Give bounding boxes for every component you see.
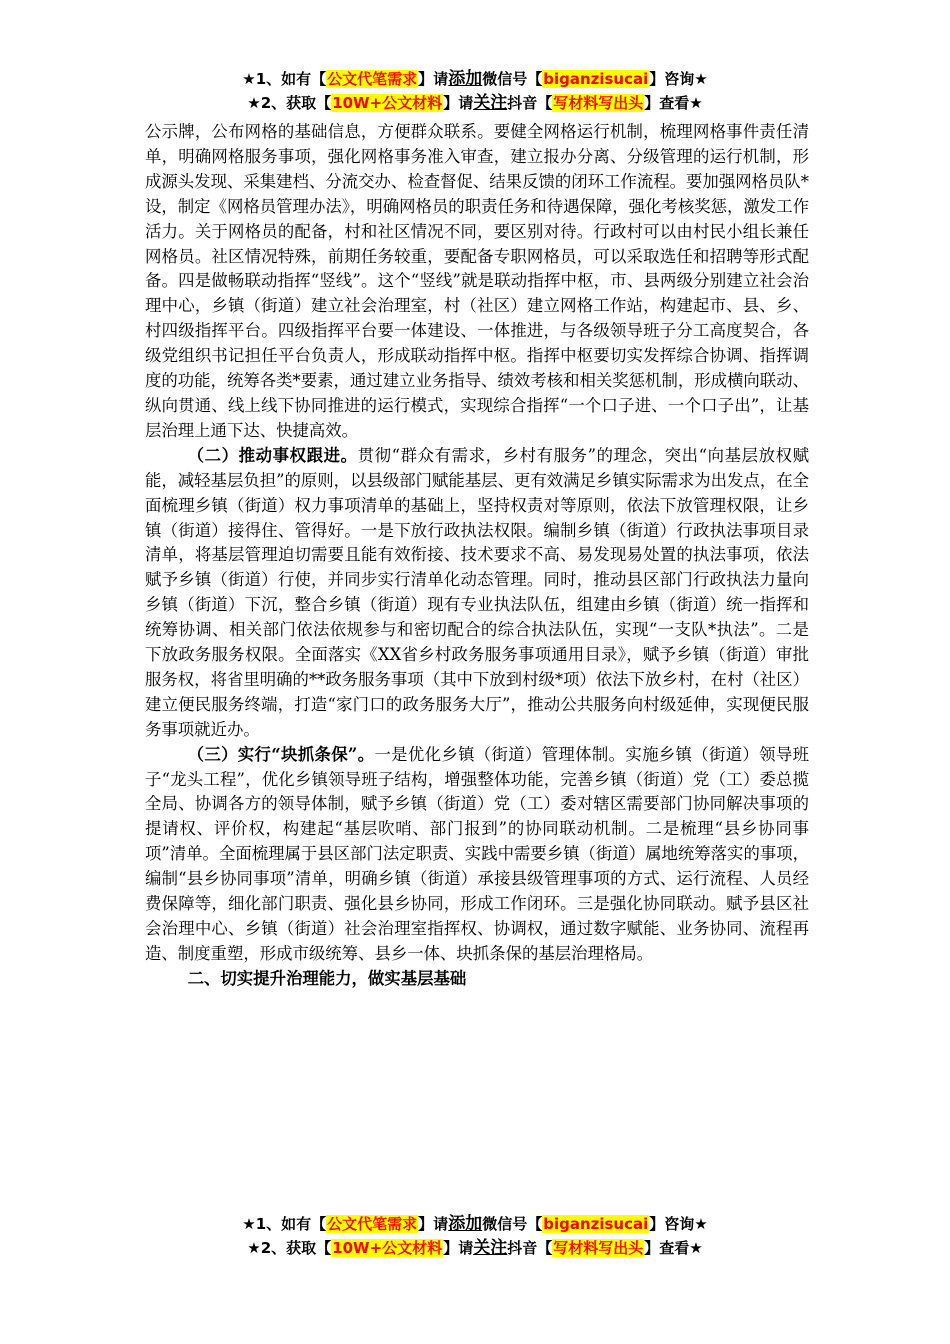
- promo-line-1: [0, 1212, 950, 1236]
- promo-text: 】咨询★: [649, 70, 708, 88]
- promo-highlight: biganzisucai: [543, 70, 649, 88]
- promo-highlight: 写材料写出头: [553, 94, 644, 112]
- promo-text: 】请: [443, 94, 474, 112]
- promo-text: 】请: [418, 70, 449, 88]
- promo-highlight: 10W+公文材料: [332, 94, 443, 112]
- promo-highlight: 公文代笔需求: [327, 70, 418, 88]
- promo-text: ★1、如有【: [242, 70, 327, 88]
- promo-highlight: 10W+公文材料: [332, 1239, 443, 1257]
- promo-text: 微信号【: [482, 1215, 543, 1233]
- promo-text: 】查看★: [644, 94, 703, 112]
- section-heading: （三）实行“块抓条保”。: [187, 744, 375, 764]
- paragraph-body: 一是优化乡镇（街道）管理体制。实施乡镇（街道）领导班子“龙头工程”，优化乡镇领导班子结构，增强整体功能，完善乡镇（街道）党（工）委总揽全局、协调各方的领导体制，赋予乡镇（街道）党（工）委对辖区需要部门协同解决事项的提请权、评价权，构建起“基层吹哨、部门报到”的协同联动机制。二是梳理“县乡协同事项”清单。全面梳理属于县区部门法定职责、实践中需要乡镇（街道）属地统筹落实的事项，编制“县乡协同事项”清单，明确乡镇（街道）承接县级管理事项的方式、运行流程、人员经费保障等，细化部门职责、强化县乡协同，形成工作闭环。三是强化协同联动。赋予县区社会治理中心、乡镇（街道）社会治理室指挥权、协调权，通过数字赋能、业务协同、流程再造、制度重塑，形成市级统筹、县乡一体、块抓条保的基层治理格局。: [145, 744, 810, 963]
- promo-text: 微信号【: [482, 70, 543, 88]
- promo-line-1: [0, 67, 950, 91]
- promo-text: 】请: [418, 1215, 449, 1233]
- section-2-heading: 二、切实提升治理能力，做实基层基础: [187, 968, 467, 988]
- promo-highlight: 公文代笔需求: [327, 1215, 418, 1233]
- promo-emphasis: 添加: [448, 1214, 483, 1234]
- promo-text: 抖音【: [507, 1239, 553, 1257]
- promo-text: 】查看★: [644, 1239, 703, 1257]
- promo-highlight: biganzisucai: [543, 1215, 649, 1233]
- promo-text: 抖音【: [507, 94, 553, 112]
- promo-line-2: [0, 1236, 950, 1260]
- promo-text: ★2、获取【: [247, 94, 332, 112]
- paragraph-3: [145, 743, 809, 967]
- paragraph-2: [145, 444, 809, 743]
- document-body: [145, 120, 809, 992]
- section-heading: （二）推动事权跟进。: [187, 445, 358, 465]
- promo-text: ★2、获取【: [247, 1239, 332, 1257]
- promo-text: ★1、如有【: [242, 1215, 327, 1233]
- promo-emphasis: 添加: [448, 69, 483, 89]
- promo-line-2: [0, 91, 950, 115]
- promo-emphasis: 关注: [473, 1238, 508, 1258]
- paragraph-1: 公示牌，公布网格的基础信息，方便群众联系。要健全网格运行机制，梳理网格事件责任清单，明确网格服务事项，强化网格事务准入审查，建立报办分离、分级管理的运行机制，形成源头发现、采集建档、分流交办、检查督促、结果反馈的闭环工作流程。要加强网格员队*设，制定《网格员管理办法》，明确网格员的职责任务和待遇保障，强化考核奖惩，激发工作活力。关于网格员的配备，村和社区情况不同，要区别对待。行政村可以由村民小组长兼任网格员。社区情况特殊，前期任务较重，要配备专职网格员，可以采取选任和招聘等形式配备。四是做畅联动指挥“竖线”。这个“竖线”就是联动指挥中枢，市、县两级分别建立社会治理中心，乡镇（街道）建立社会治理室，村（社区）建立网格工作站，构建起市、县、乡、村四级指挥平台。四级指挥平台要一体建设、一体推进，与各级领导班子分工高度契合，各级党组织书记担任平台负责人，形成联动指挥中枢。指挥中枢要切实发挥综合协调、指挥调度的功能，统筹各类*要素，通过建立业务指导、绩效考核和相关奖惩机制，形成横向联动、纵向贯通、线上线下协同推进的运行模式，实现综合指挥“一个口子进、一个口子出”，让基层治理上通下达、快捷高效。: [145, 122, 809, 440]
- promo-banner-bottom: [0, 1212, 950, 1260]
- promo-text: 】请: [443, 1239, 474, 1257]
- promo-highlight: 写材料写出头: [553, 1239, 644, 1257]
- paragraph-body: 贯彻“群众有需求，乡村有服务”的理念，突出“向基层放权赋能，减轻基层负担”的原则，以县级部门赋能基层、更有效满足乡镇实际需求为出发点，在全面梳理乡镇（街道）权力事项清单的基础上，坚持权责对等原则，依法下放管理权限，让乡镇（街道）接得住、管得好。一是下放行政执法权限。编制乡镇（街道）行政执法事项目录清单，将基层管理迫切需要且能有效衔接、技术要求不高、易发现易处置的执法事项，依法赋予乡镇（街道）行使，并同步实行清单化动态管理。同时，推动县区部门行政执法力量向乡镇（街道）下沉，整合乡镇（街道）现有专业执法队伍，组建由乡镇（街道）统一指挥和统筹协调、相关部门依法依规参与和密切配合的综合执法队伍，实现“一支队*执法”。二是下放政务服务权限。全面落实《XX省乡村政务服务事项通用目录》，赋予乡镇（街道）审批服务权，将省里明确的**政务服务事项（其中下放到村级*项）依法下放乡村，在村（社区）建立便民服务终端，打造“家门口的政务服务大厅”，推动公共服务向村级延伸，实现便民服务事项就近办。: [145, 445, 810, 739]
- promo-emphasis: 关注: [473, 93, 508, 113]
- promo-text: 】咨询★: [649, 1215, 708, 1233]
- promo-banner-top: [0, 67, 950, 115]
